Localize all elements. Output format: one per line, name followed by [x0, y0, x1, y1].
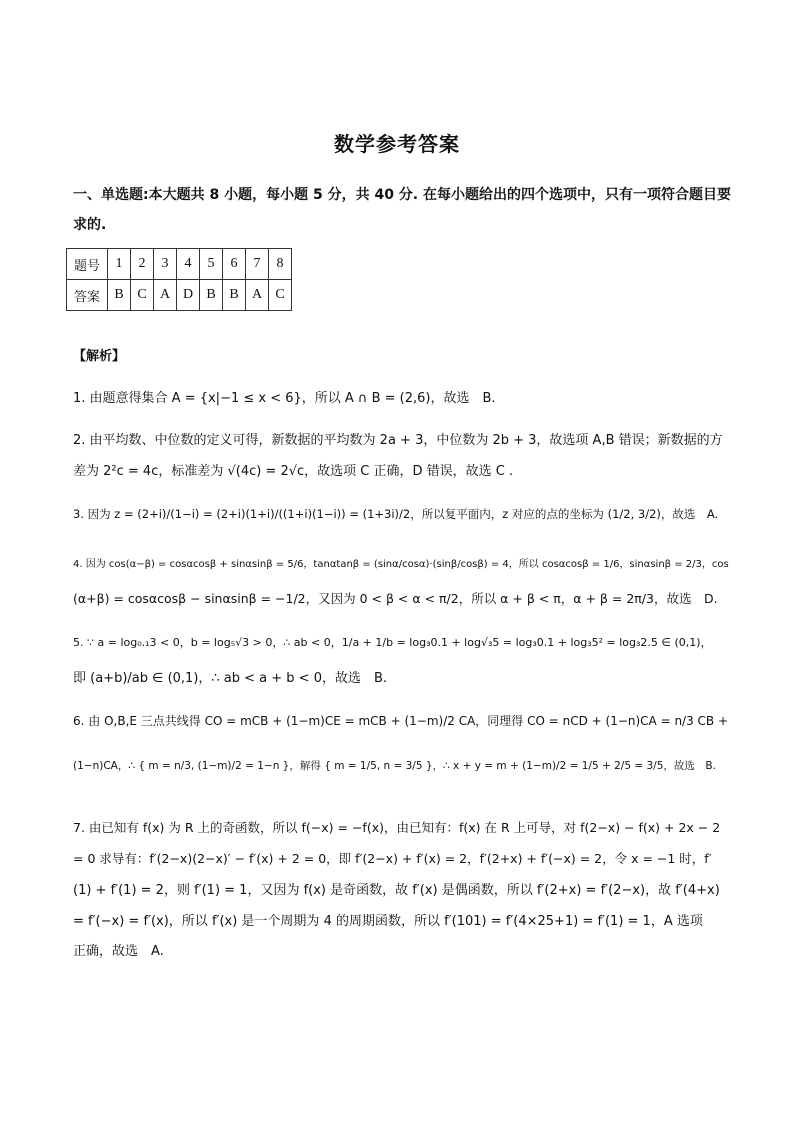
question-number: 1: [108, 249, 131, 280]
solution-line: 5. ∵ a = log₀.₁3 < 0，b = log₅√3 > 0，∴ ab < 0，1/a + 1/b = log₃0.1 + log√₃5 = log₃0.1 + log₃5² = log₃2.5 ∈ (0,1)，: [73, 636, 712, 649]
solution-line: (α+β) = cosαcosβ − sinαsinβ = −1/2，又因为 0 < β < α < π/2，所以 α + β < π，α + β = 2π/3，故选 D.: [73, 591, 718, 606]
solution-line: 1. 由题意得集合 A = {x|−1 ≤ x < 6}，所以 A ∩ B = (2,6)，故选 B.: [73, 391, 496, 406]
solution-line: 正确，故选 A.: [73, 944, 164, 959]
question-number: 7: [246, 249, 269, 280]
row-label-answer: 答案: [67, 280, 108, 311]
solution-line: 3. 因为 z = (2+i)/(1−i) = (2+i)(1+i)/((1+i)(1−i)) = (1+3i)/2，所以复平面内，z 对应的点的坐标为 (1/2, 3/2)，故选 A.: [73, 507, 719, 521]
answer-cell: D: [177, 280, 200, 311]
question-number: 4: [177, 249, 200, 280]
analysis-label: 【解析】: [73, 349, 126, 364]
answer-cell: B: [223, 280, 246, 311]
table-row: [67, 280, 292, 311]
solution-line: 4. 因为 cos(α−β) = cosαcosβ + sinαsinβ = 5/6，tanαtanβ = (sinα/cosα)·(sinβ/cosβ) = 4，所以 cosαcosβ = 1/6，sinαsinβ = 2/3，cos: [73, 559, 729, 570]
answer-cell: A: [246, 280, 269, 311]
solution-line: 6. 由 O,B,E 三点共线得 CO = mCB + (1−m)CE = mCB + (1−m)/2 CA，同理得 CO = nCD + (1−n)CA = n/3 CB +: [73, 714, 729, 728]
solution-line: (1−n)CA，∴ { m = n/3, (1−m)/2 = 1−n }，解得 { m = 1/5, n = 3/5 }，∴ x + y = m + (1−m)/2 = 1/5 + 2/5 = 3/5，故选 B.: [73, 760, 716, 772]
answer-cell: A: [154, 280, 177, 311]
answer-cell: C: [131, 280, 154, 311]
solution-line: (1) + f′(1) = 2，则 f′(1) = 1，又因为 f(x) 是奇函数，故 f′(x) 是偶函数，所以 f′(2+x) = f′(2−x)，故 f′(4+x): [73, 883, 720, 898]
answer-table: [66, 248, 292, 311]
solution-line: 7. 由已知有 f(x) 为 R 上的奇函数，所以 f(−x) = −f(x)，由已知有：f(x) 在 R 上可导，对 f(2−x) − f(x) + 2x − 2: [73, 820, 721, 835]
question-number: 5: [200, 249, 223, 280]
question-number: 3: [154, 249, 177, 280]
solution-line: 差为 2²c = 4c，标准差为 √(4c) = 2√c，故选项 C 正确，D 错误，故选 C .: [73, 464, 514, 479]
question-number: 6: [223, 249, 246, 280]
row-label-question: 题号: [67, 249, 108, 280]
solution-line: 即 (a+b)/ab ∈ (0,1)，∴ ab < a + b < 0，故选 B.: [73, 671, 388, 686]
answer-cell: B: [108, 280, 131, 311]
page-title: 数学参考答案: [334, 132, 460, 156]
solution-line: = 0 求导有：f′(2−x)(2−x)′ − f′(x) + 2 = 0，即 f′(2−x) + f′(x) = 2，f′(2+x) + f′(−x) = 2，令 x = −1 时，f′: [73, 851, 712, 866]
table-row: [67, 249, 292, 280]
solution-line: 2. 由平均数、中位数的定义可得，新数据的平均数为 2a + 3，中位数为 2b + 3，故选项 A,B 错误；新数据的方: [73, 433, 723, 448]
question-number: 2: [131, 249, 154, 280]
question-number: 8: [269, 249, 292, 280]
solution-line: = f′(−x) = f′(x)，所以 f′(x) 是一个周期为 4 的周期函数，所以 f′(101) = f′(4×25+1) = f′(1) = 1，A 选项: [73, 914, 703, 929]
answer-cell: B: [200, 280, 223, 311]
section-heading: 一、单选题:本大题共 8 小题，每小题 5 分，共 40 分. 在每小题给出的四个选项中，只有一项符合题目要求的.: [73, 187, 731, 233]
answer-cell: C: [269, 280, 292, 311]
